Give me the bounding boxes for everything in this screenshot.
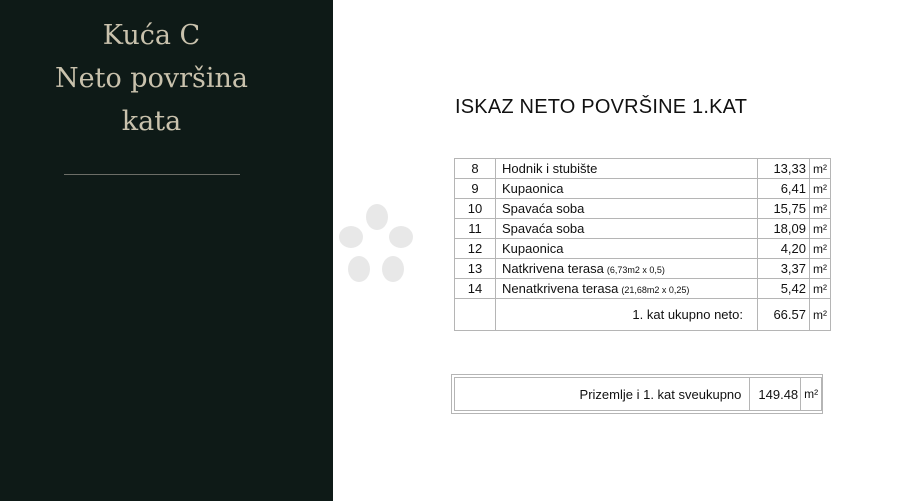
divider [64, 174, 240, 175]
room-name-cell [496, 199, 758, 219]
total-label: 1. kat ukupno neto: [496, 299, 758, 331]
room-unit: m² [810, 179, 831, 199]
table-row [455, 199, 831, 219]
room-number: 9 [455, 179, 496, 199]
room-number: 10 [455, 199, 496, 219]
total-unit: m² [810, 299, 831, 331]
room-name-cell [496, 179, 758, 199]
watermark-flower-icon [337, 203, 417, 291]
room-area-table [454, 158, 831, 331]
room-unit: m² [810, 159, 831, 179]
room-unit: m² [810, 219, 831, 239]
room-name-cell [496, 259, 758, 279]
page-title: ISKAZ NETO POVRŠINE 1.KAT [455, 96, 748, 118]
table-row [455, 279, 831, 299]
room-name-cell [496, 239, 758, 259]
grand-total-row [455, 378, 822, 411]
grand-total-box [451, 374, 823, 414]
room-unit: m² [810, 279, 831, 299]
room-area: 5,42 [758, 279, 810, 299]
grand-total-value: 149.48 [750, 378, 801, 411]
sidebar-panel [0, 0, 333, 501]
table-row [455, 179, 831, 199]
room-number: 14 [455, 279, 496, 299]
room-note: (21,68m2 x 0,25) [621, 285, 690, 295]
room-area: 3,37 [758, 259, 810, 279]
room-area: 6,41 [758, 179, 810, 199]
table-row [455, 259, 831, 279]
floor-area-document [333, 0, 920, 501]
sidebar-title-line: kata [121, 106, 182, 137]
table-row [455, 219, 831, 239]
room-number: 12 [455, 239, 496, 259]
room-unit: m² [810, 199, 831, 219]
total-spacer [455, 299, 496, 331]
room-name: Nenatkrivena terasa [502, 281, 619, 296]
table-row [455, 159, 831, 179]
room-area: 18,09 [758, 219, 810, 239]
room-name-cell [496, 159, 758, 179]
room-note: (6,73m2 x 0,5) [606, 265, 665, 275]
room-unit: m² [810, 239, 831, 259]
sidebar-title [0, 14, 303, 143]
room-name: Natkrivena terasa [502, 261, 604, 276]
grand-total-label: Prizemlje i 1. kat sveukupno [455, 378, 750, 411]
room-name: Spavaća soba [502, 221, 585, 236]
total-row [455, 299, 831, 331]
sidebar-title-line: Kuća C [102, 20, 201, 51]
room-name: Kupaonica [502, 241, 564, 256]
room-name: Hodnik i stubište [502, 161, 598, 176]
room-number: 11 [455, 219, 496, 239]
room-name-cell [496, 219, 758, 239]
grand-total-unit: m² [801, 378, 822, 411]
room-name: Kupaonica [502, 181, 564, 196]
total-value: 66.57 [758, 299, 810, 331]
room-name-cell [496, 279, 758, 299]
room-name: Spavaća soba [502, 201, 585, 216]
grand-total-table [454, 377, 822, 411]
table-row [455, 239, 831, 259]
room-unit: m² [810, 259, 831, 279]
sidebar-title-line: Neto površina [55, 63, 248, 94]
room-area: 13,33 [758, 159, 810, 179]
room-area: 15,75 [758, 199, 810, 219]
room-area: 4,20 [758, 239, 810, 259]
room-number: 13 [455, 259, 496, 279]
room-number: 8 [455, 159, 496, 179]
